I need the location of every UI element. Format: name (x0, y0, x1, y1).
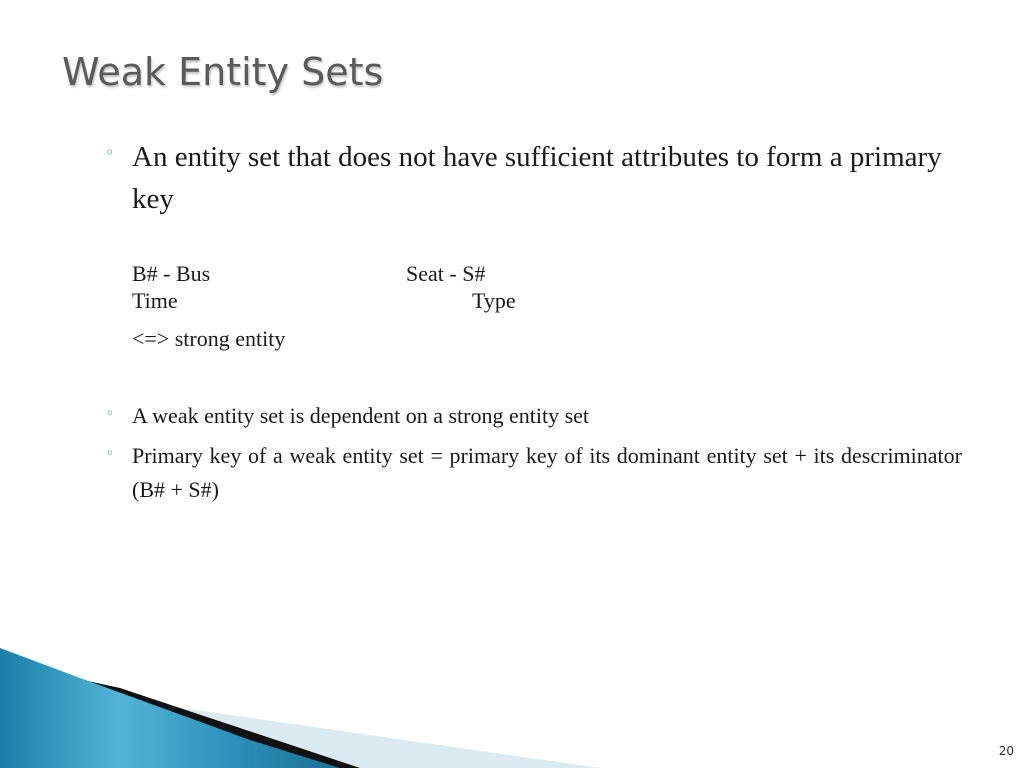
example-time-label: Time (132, 288, 178, 313)
example-bus-label: B# - Bus (132, 261, 211, 286)
bullet-marker: ◦ (105, 143, 115, 162)
page-number: 20 (998, 744, 1014, 758)
example-type-label: Type (472, 288, 516, 313)
example-seat-label: Seat - S# (406, 261, 486, 286)
example-strong-entity-note: <=> strong entity (132, 326, 286, 351)
slide-title: Weak Entity Sets (62, 50, 384, 94)
bullet-primary-key: Primary key of a weak entity set = primary key of its dominant entity set + its descriminator (B# + S#) (132, 443, 962, 502)
bullet-weak-entity-definition: An entity set that does not have sufficient attributes to form a primary key (132, 141, 942, 215)
decorative-wave-banner (0, 640, 1024, 768)
bullet-dependency: A weak entity set is dependent on a strong entity set (132, 403, 590, 428)
bullet-marker: ◦ (106, 406, 115, 422)
bullet-marker: ◦ (106, 446, 115, 462)
